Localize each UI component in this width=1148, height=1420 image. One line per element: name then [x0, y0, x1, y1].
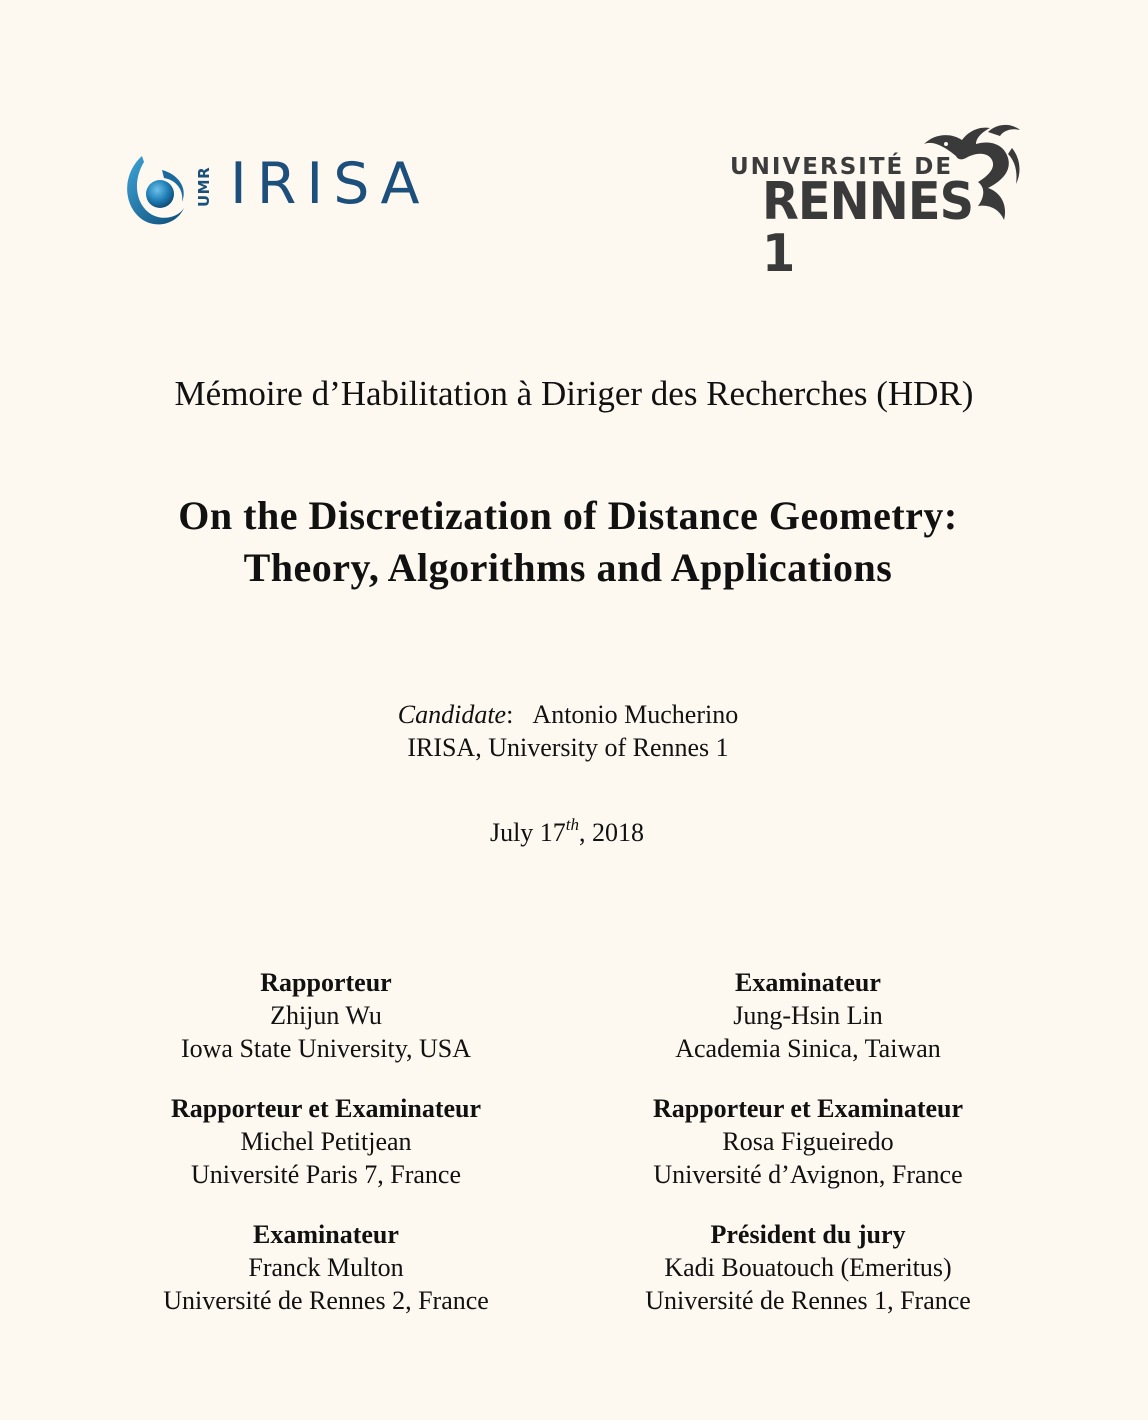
- candidate-block: [0, 698, 1136, 764]
- jury-role: Examinateur: [253, 1220, 399, 1249]
- jury-name: Jung-Hsin Lin: [733, 1001, 883, 1030]
- jury-column-left: [86, 966, 566, 1344]
- rennes-logo: [726, 118, 1026, 284]
- date-ordinal-suffix: th: [565, 815, 580, 834]
- jury-name: Zhijun Wu: [270, 1001, 382, 1030]
- defense-date: [0, 816, 1134, 849]
- document-subtitle: Mémoire d’Habilitation à Diriger des Recherches (HDR): [174, 374, 974, 413]
- title-line-2: Theory, Algorithms and Applications: [243, 545, 893, 590]
- jury-role: Président du jury: [710, 1220, 906, 1249]
- jury-member: [86, 966, 566, 1065]
- jury-member: [86, 1218, 566, 1317]
- candidate-name: Antonio Mucherino: [532, 700, 739, 729]
- jury-name: Rosa Figueiredo: [722, 1127, 894, 1156]
- candidate-label: Candidate: [397, 700, 507, 729]
- jury-affiliation: Academia Sinica, Taiwan: [675, 1034, 941, 1063]
- jury-name: Michel Petitjean: [240, 1127, 412, 1156]
- jury-role: Rapporteur et Examinateur: [652, 1094, 964, 1123]
- candidate-line: [0, 698, 1136, 731]
- irisa-logo: [122, 148, 452, 234]
- jury-role: Rapporteur et Examinateur: [170, 1094, 482, 1123]
- candidate-colon: :: [506, 700, 514, 729]
- jury-affiliation: Iowa State University, USA: [180, 1034, 472, 1063]
- jury-member: [568, 966, 1048, 1065]
- jury-member: [568, 1218, 1048, 1317]
- jury-affiliation: Université Paris 7, France: [190, 1160, 462, 1189]
- rennes-logo-line1: UNIVERSITÉ DE: [730, 154, 954, 180]
- title-line-1: On the Discretization of Distance Geometry:: [178, 493, 958, 538]
- irisa-swirl-icon: [122, 152, 190, 228]
- date-year: , 2018: [579, 818, 645, 847]
- jury-member: [568, 1092, 1048, 1191]
- dragon-icon: [916, 118, 1028, 226]
- jury-member: [86, 1092, 566, 1191]
- rennes-logo-line2: RENNES 1: [762, 172, 974, 284]
- jury-name: Franck Multon: [248, 1253, 404, 1282]
- jury-affiliation: Université d’Avignon, France: [653, 1160, 963, 1189]
- umr-label: UMR: [195, 166, 213, 207]
- candidate-affiliation: IRISA, University of Rennes 1: [407, 733, 729, 762]
- date-month-day: July 17: [489, 818, 566, 847]
- irisa-wordmark: IRISA: [230, 151, 430, 217]
- document-title: [0, 490, 1136, 594]
- jury-role: Rapporteur: [260, 968, 392, 997]
- jury-column-right: [568, 966, 1048, 1344]
- jury-affiliation: Université de Rennes 2, France: [163, 1286, 489, 1315]
- jury-role: Examinateur: [735, 968, 881, 997]
- jury-affiliation: Université de Rennes 1, France: [645, 1286, 971, 1315]
- jury-name: Kadi Bouatouch (Emeritus): [664, 1253, 952, 1282]
